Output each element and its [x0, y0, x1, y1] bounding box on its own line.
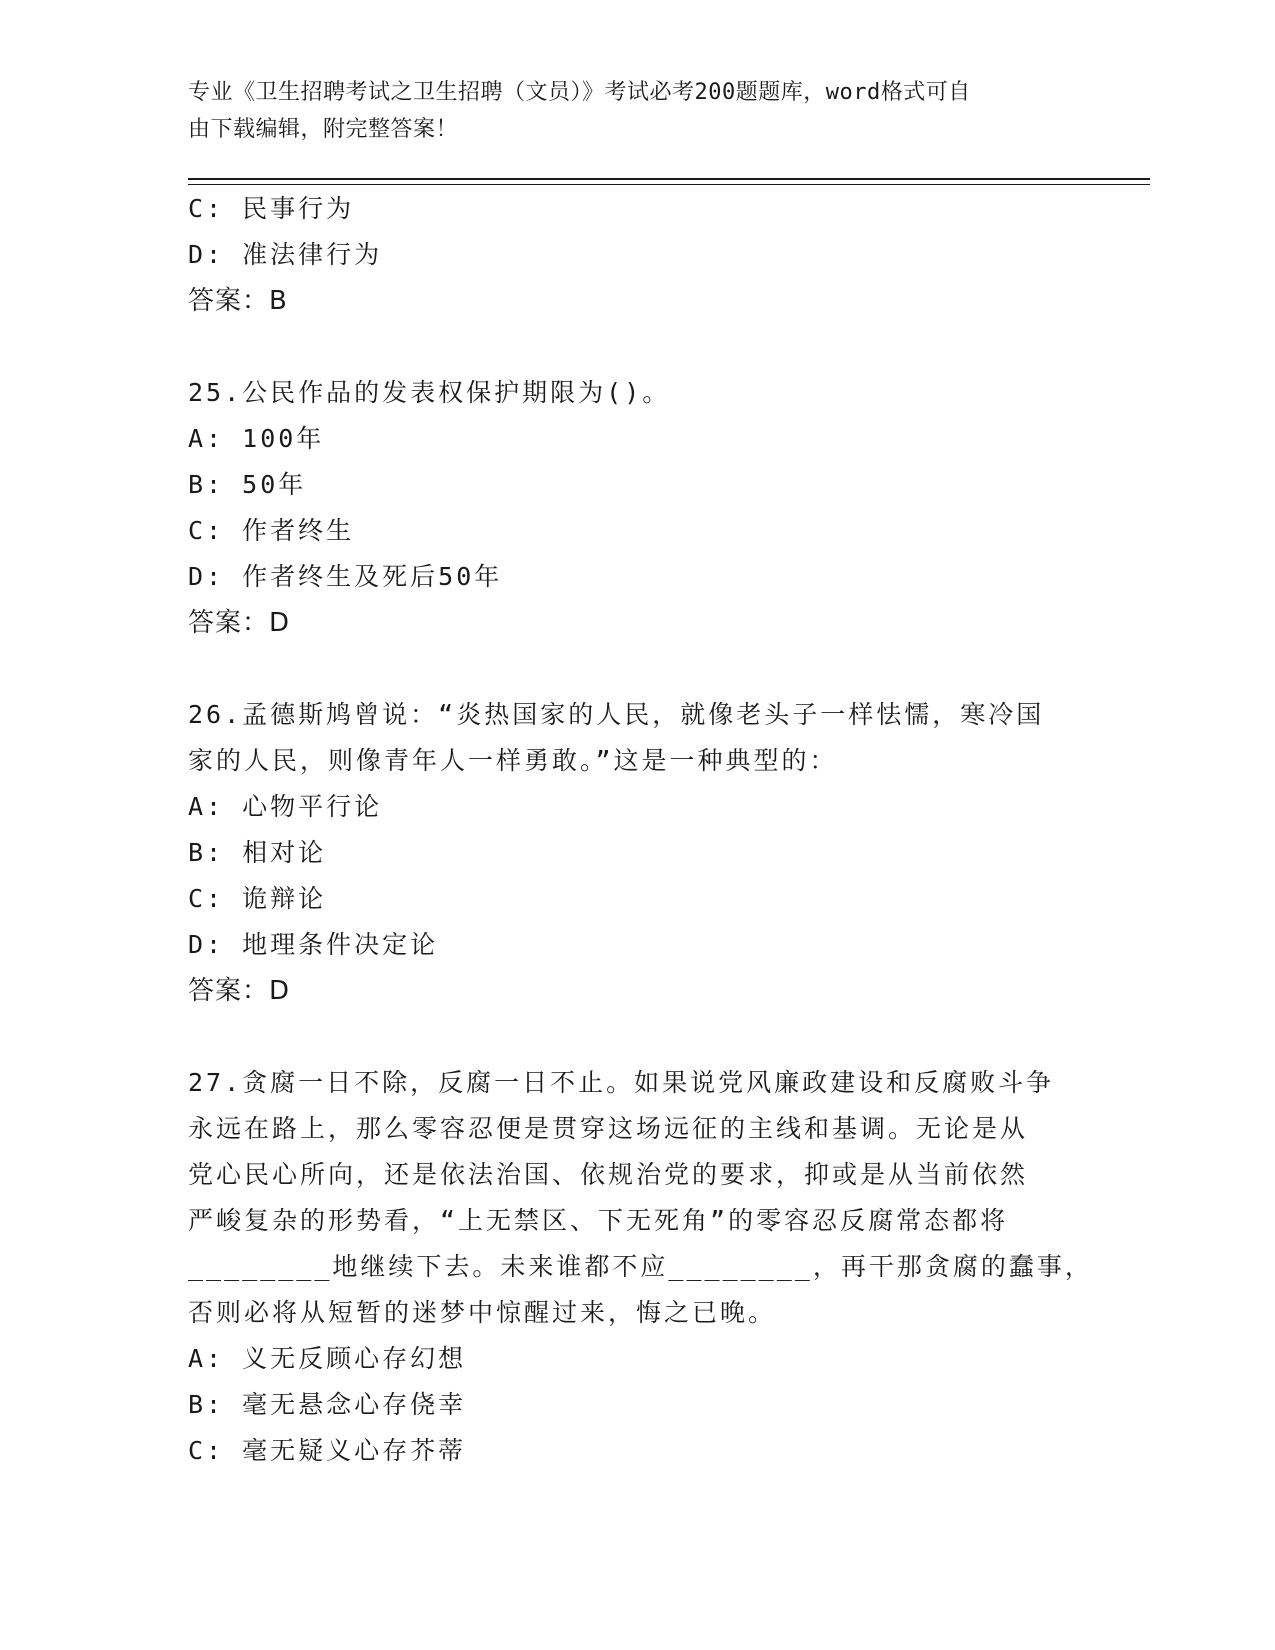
question-list: [188, 186, 1093, 1474]
question-text-line-4: 严峻复杂的形势看，“上无禁区、下无死角”的零容忍反腐常态都将: [188, 1206, 1009, 1235]
option-b: B: 50年: [188, 470, 307, 499]
option-a: A: 心物平行论: [188, 792, 383, 821]
option-d: D: 作者终生及死后50年: [188, 562, 503, 591]
question-text: 25.公民作品的发表权保护期限为()。: [188, 378, 671, 407]
question-text-line-1: 26.孟德斯鸠曾说：“炎热国家的人民，就像老头子一样怯懦，寒冷国: [188, 700, 1045, 729]
header-line-1: 专业《卫生招聘考试之卫生招聘（文员）》考试必考200题题库，word格式可自: [188, 80, 971, 105]
question-text-line-3: 党心民心所向，还是依法治国、依规治党的要求，抑或是从当前依然: [188, 1160, 1029, 1189]
question-text-line-2: 永远在路上，那么零容忍便是贯穿这场远征的主线和基调。无论是从: [188, 1114, 1029, 1143]
question-text-line-1: 27.贪腐一日不除，反腐一日不止。如果说党风廉政建设和反腐败斗争: [188, 1068, 1055, 1097]
header-line-2: 由下载编辑，附完整答案！: [188, 117, 459, 142]
question-27: [188, 1060, 1093, 1474]
option-b: B: 毫无悬念心存侥幸: [188, 1390, 467, 1419]
answer: 答案：B: [188, 286, 288, 316]
question-text-line-2: 家的人民，则像青年人一样勇敢。”这是一种典型的：: [188, 746, 838, 775]
answer: 答案：D: [188, 976, 291, 1006]
option-a: A: 义无反顾心存幻想: [188, 1344, 467, 1373]
option-c: C: 民事行为: [188, 194, 355, 223]
spacer: [188, 1014, 1088, 1060]
question-text-line-6: 否则必将从短暂的迷梦中惊醒过来，悔之已晚。: [188, 1298, 777, 1327]
option-d: D: 准法律行为: [188, 240, 383, 269]
spacer: [188, 324, 1088, 370]
answer: 答案：D: [188, 608, 291, 638]
header-divider-thick: [188, 178, 1150, 180]
question-text-line-5: ________地继续下去。未来谁都不应________，再干那贪腐的蠢事，: [188, 1252, 1093, 1281]
option-c: C: 作者终生: [188, 516, 355, 545]
option-c: C: 毫无疑义心存芥蒂: [188, 1436, 467, 1465]
question-25: [188, 370, 1088, 646]
spacer: [188, 646, 1088, 692]
option-a: A: 100年: [188, 424, 325, 453]
option-d: D: 地理条件决定论: [188, 930, 439, 959]
option-c: C: 诡辩论: [188, 884, 327, 913]
question-26: [188, 692, 1088, 1014]
document-header: [188, 74, 1068, 148]
header-divider-thin: [188, 184, 1150, 185]
option-b: B: 相对论: [188, 838, 327, 867]
question-prev: [188, 186, 1088, 324]
